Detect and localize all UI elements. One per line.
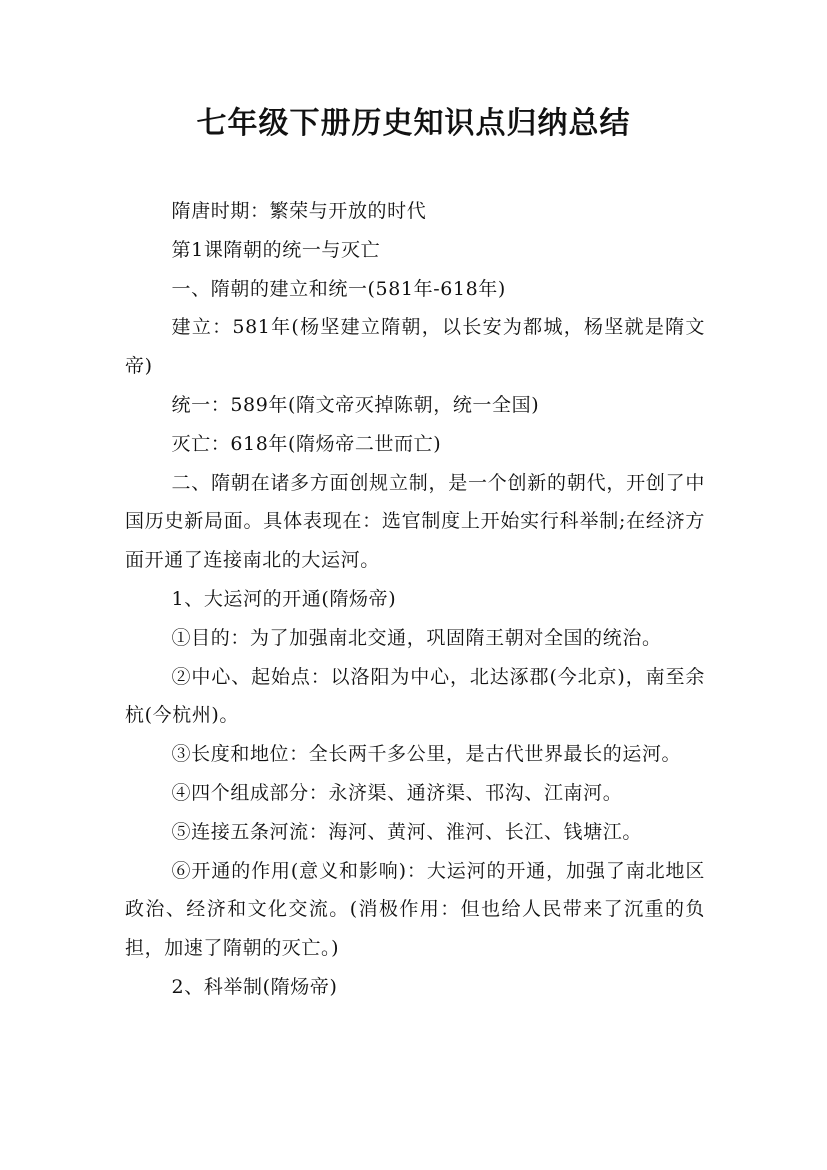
subsection-heading: 1、大运河的开通(隋炀帝) [171,587,397,610]
document-body [125,192,705,1007]
paragraph: 二、隋朝在诸多方面创规立制，是一个创新的朝代，开创了中国历史新局面。具体表现在：选官制度上开始实行科举制;在经济方面开通了连接南北的大运河。 [125,471,705,572]
paragraph: 统一：589年(隋文帝灭掉陈朝，统一全国) [171,393,540,416]
list-item: ④四个组成部分：永济渠、通济渠、邗沟、江南河。 [171,781,623,804]
subsection-heading: 一、隋朝的建立和统一(581年-618年) [171,277,506,300]
subsection-heading: 2、科举制(隋炀帝) [171,975,338,998]
list-item: ⑥开通的作用(意义和影响)：大运河的开通，加强了南北地区政治、经济和文化交流。(消极作用：但也给人民带来了沉重的负担，加速了隋朝的灭亡。) [125,859,705,960]
section-heading: 隋唐时期：繁荣与开放的时代 [171,200,427,222]
lesson-heading: 第1课隋朝的统一与灭亡 [171,238,381,261]
list-item: ②中心、起始点：以洛阳为中心，北达涿郡(今北京)，南至余杭(今杭州)。 [125,665,705,727]
paragraph: 建立：581年(杨坚建立隋朝，以长安为都城，杨坚就是隋文帝) [125,316,705,378]
list-item: ⑤连接五条河流：海河、黄河、淮河、长江、钱塘江。 [171,820,642,843]
list-item: ③长度和地位：全长两千多公里，是古代世界最长的运河。 [171,743,682,766]
document-title: 七年级下册历史知识点归纳总结 [196,106,631,141]
paragraph: 灭亡：618年(隋炀帝二世而亡) [171,432,442,455]
list-item: ①目的：为了加强南北交通，巩固隋王朝对全国的统治。 [171,626,662,649]
